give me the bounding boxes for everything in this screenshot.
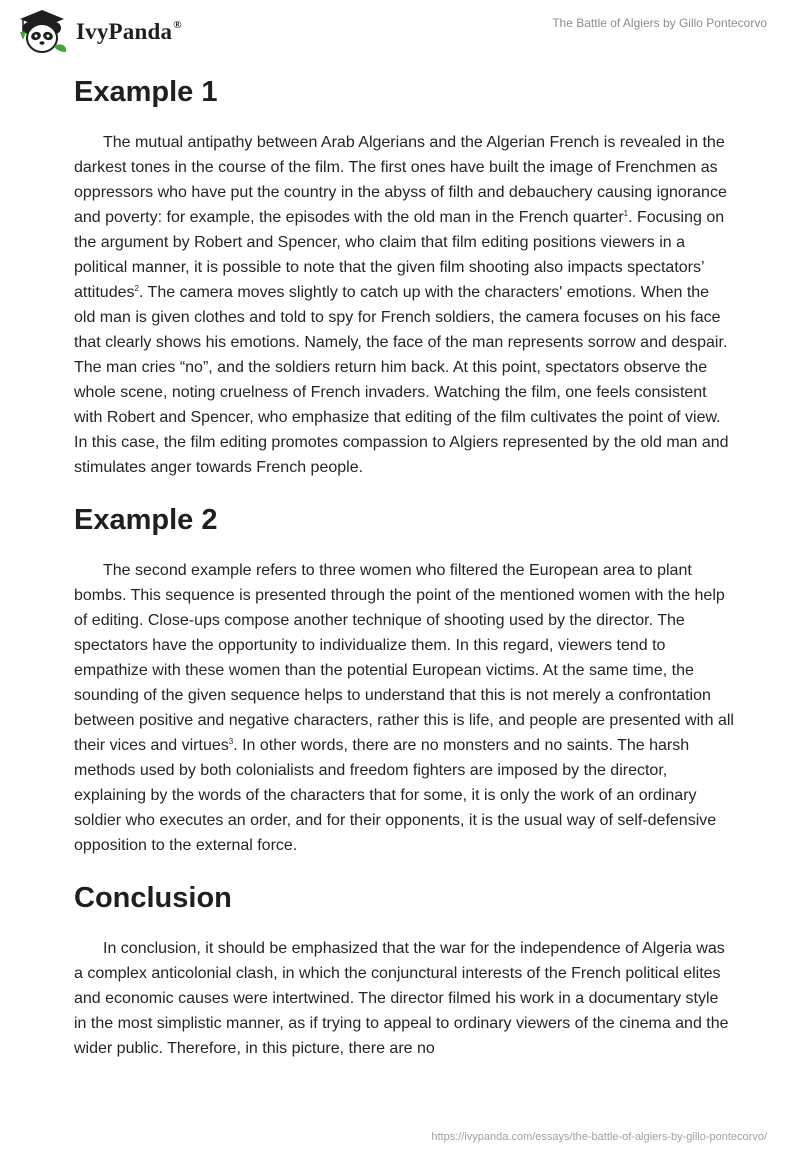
paragraph-example-2: The second example refers to three women who filtered the European area to plant bombs. This sequence is presented through the point of the mentioned women with the help of editing. Close-ups compose another technique of shooting used by the director. The spectators have the opportunity to individualize them. In this regard, viewers tend to empathize with these women than the potential European victims. At the same time, the sounding of the given sequence helps to understand that this is not merely a confrontation between positive and negative characters, rather this is life, and people are presented with all their vices and virtues$^3$. In other words, there are no monsters and no saints. The harsh methods used by both colonialists and freedom fighters are imposed by the director, explaining by the words of the characters that for some, it is only the work of an ordinary soldier who executes an order, and for their opponents, it is the usual way of self-defensive opposition to the external force. [74,562,734,854]
footnote-ref-1[interactable]: 1 [623,209,629,218]
running-title: The Battle of Algiers by Gillo Pontecorvo [552,16,767,30]
footnote-ref-2[interactable]: 2 [134,284,139,293]
essay-body [74,68,734,1077]
page-header [0,0,800,64]
footer-url-link[interactable]: https://ivypanda.com/essays/the-battle-of-algiers-by-gillo-pontecorvo/ [431,1131,767,1143]
trademark-symbol: ® [173,19,182,31]
brand-name: IvyPanda® [76,19,182,44]
paragraph-example-1: The mutual antipathy between Arab Algerians and the Algerian French is revealed in the darkest tones in the course of the film. The first ones have built the image of Frenchmen as oppressors who have put the country in the abyss of filth and debauchery causing ignorance and poverty: for example, the episodes with the old man in the French quarter$^1$. Focusing on the argument by Robert and Spencer, who claim that film editing positions viewers in a political manner, it is possible to note that the given film shooting also impacts spectators’ attitudes$^2$. The camera moves slightly to catch up with the characters' emotions. When the old man is given clothes and told to spy for French soldiers, the camera focuses on his face that clearly shows his emotions. Namely, the face of the man represents sorrow and despair. The man cries “no”, and the soldiers return him back. At this point, spectators observe the whole scene, noting cruelness of French invaders. Watching the film, one feels consistent with Robert and Spencer, who emphasize that editing of the film cultivates the point of view. In this case, the film editing promotes compassion to Algiers represented by the old man and stimulates anger towards French people. [74,134,729,476]
section-heading-example-1: Example 1 [74,76,218,108]
paragraph-conclusion: In conclusion, it should be emphasized that the war for the independence of Algeria was a complex anticolonial clash, in which the conjunctural interests of the French political elites and economic causes were intertwined. The director filmed his work in a documentary style in the most simplistic manner, as if trying to appeal to ordinary viewers of the cinema and the wider public. Therefore, in this picture, there are no [74,940,729,1057]
section-heading-conclusion: Conclusion [74,882,232,914]
panda-graduate-logo-icon [14,8,70,56]
footnote-ref-3[interactable]: 3 [228,737,234,746]
ivypanda-logo[interactable] [14,8,182,56]
section-heading-example-2: Example 2 [74,504,218,536]
